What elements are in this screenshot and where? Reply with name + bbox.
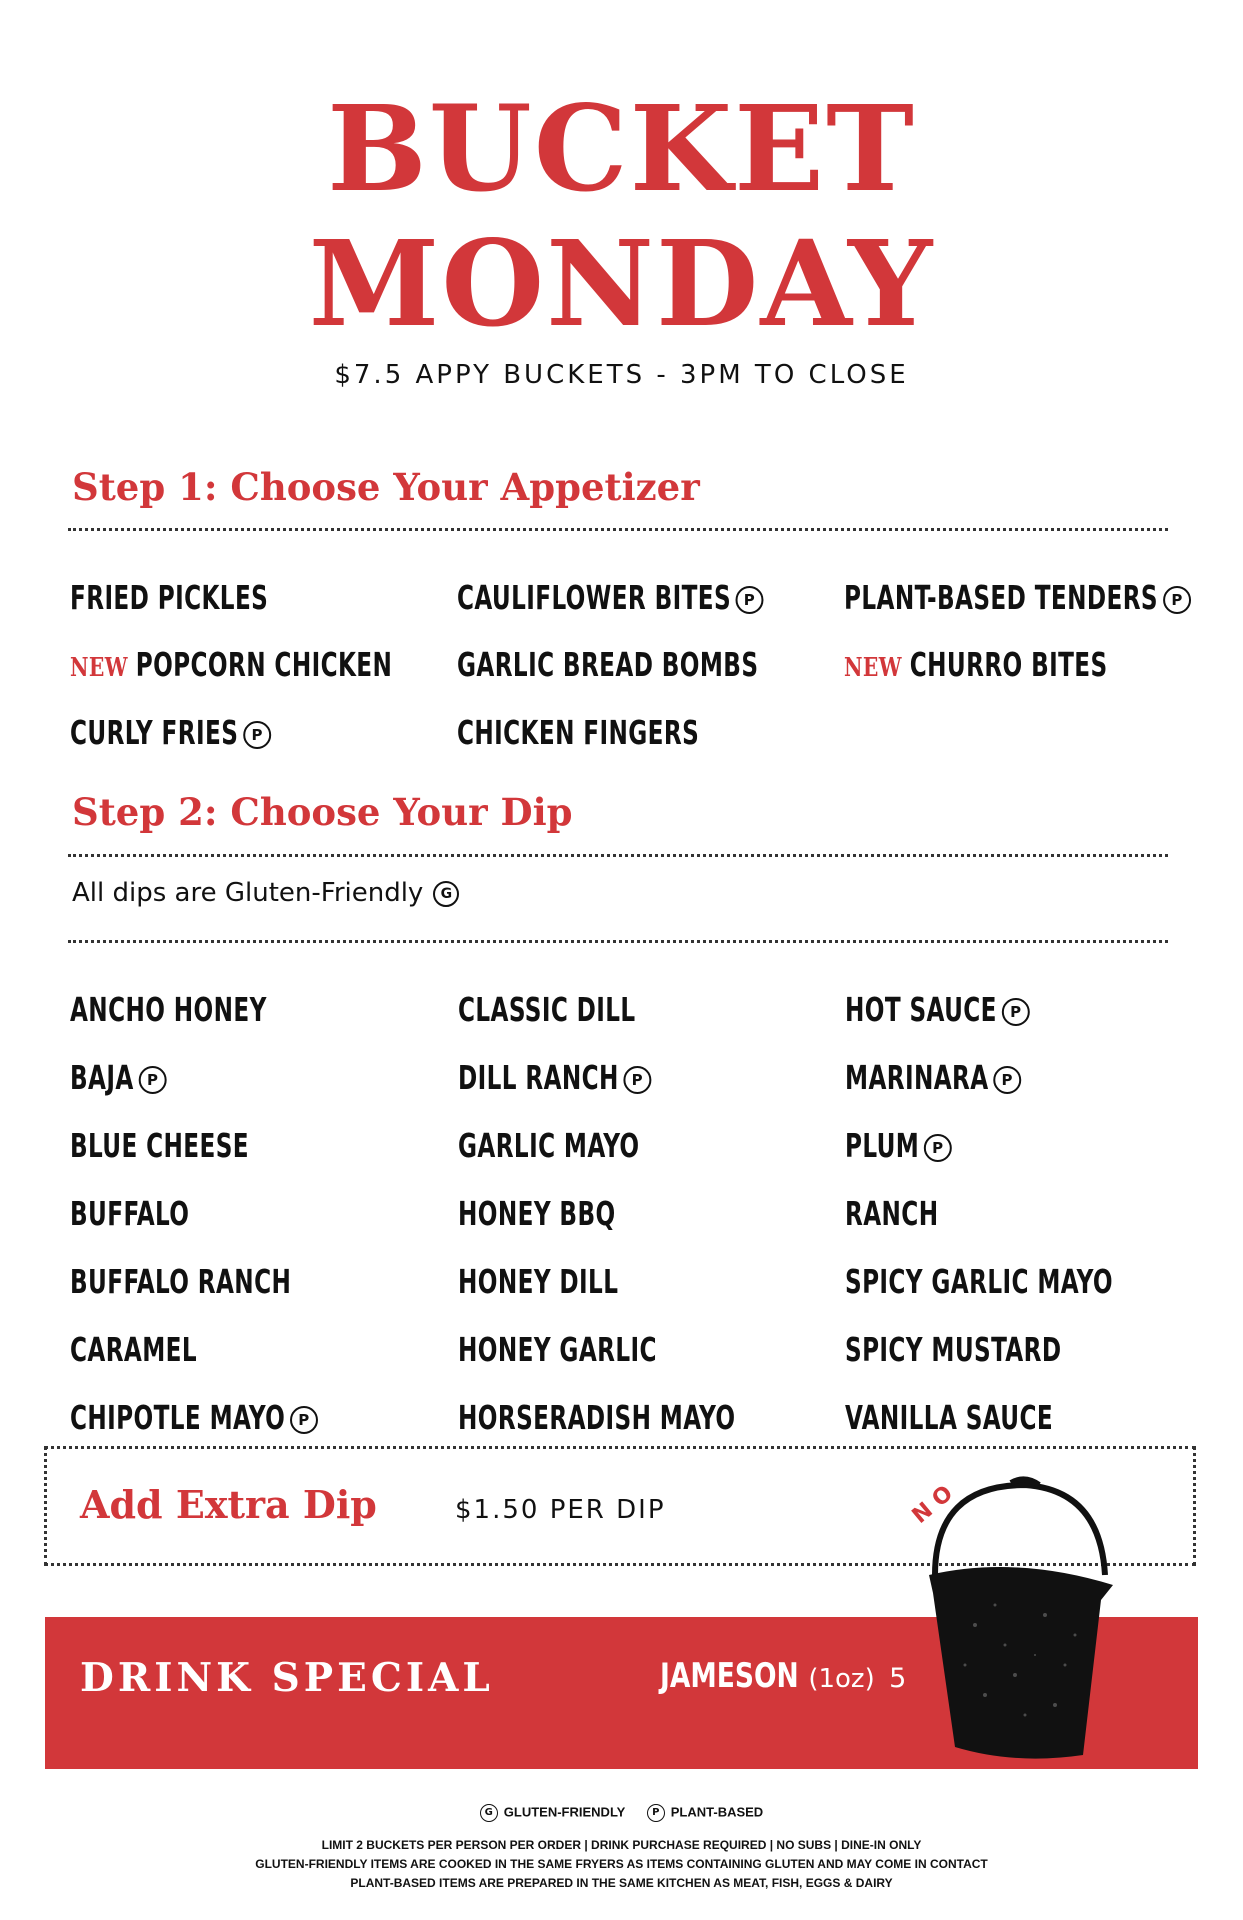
drink-name: JAMESON xyxy=(660,1656,799,1696)
title-bucket: BUCKET xyxy=(327,79,916,218)
appetizer-label: FRIED PICKLES xyxy=(70,578,269,617)
new-badge: NEW xyxy=(70,653,128,683)
dip-item xyxy=(845,1330,1061,1369)
dip-label: ANCHO HONEY xyxy=(70,990,267,1029)
plant-based-icon: P xyxy=(1163,586,1191,614)
dip-label: HORSERADISH MAYO xyxy=(458,1398,736,1437)
appetizer-label: CAULIFLOWER BITES xyxy=(457,578,732,617)
dip-label: PLUM xyxy=(845,1126,920,1165)
plant-based-icon: P xyxy=(624,1066,652,1094)
plant-based-icon: P xyxy=(736,586,764,614)
drink-special-item xyxy=(660,1656,906,1696)
dip-label: BLUE CHEESE xyxy=(70,1126,249,1165)
new-badge: NEW xyxy=(844,653,902,683)
plant-based-icon: P xyxy=(1002,998,1030,1026)
legend-gluten-label: GLUTEN-FRIENDLY xyxy=(503,1804,626,1820)
dip-item xyxy=(70,1398,315,1437)
appetizer-label: CHURRO BITES xyxy=(909,645,1108,684)
dip-item xyxy=(458,1058,648,1097)
appetizer-label: CURLY FRIES xyxy=(70,713,239,752)
dip-item xyxy=(70,1194,189,1233)
dip-label: BUFFALO RANCH xyxy=(70,1262,292,1301)
dip-label: HONEY DILL xyxy=(458,1262,619,1301)
divider xyxy=(68,528,1168,531)
dip-item xyxy=(70,990,267,1029)
dip-item xyxy=(845,1126,949,1165)
dip-label: HONEY BBQ xyxy=(458,1194,616,1233)
fine-print-line: LIMIT 2 BUCKETS PER PERSON PER ORDER | DRINK PURCHASE REQUIRED | NO SUBS | DINE-IN ONLY xyxy=(321,1838,922,1852)
appetizer-item xyxy=(844,645,1108,684)
dip-label: CHIPOTLE MAYO xyxy=(70,1398,286,1437)
bucket-logo-text: N O xyxy=(907,1480,958,1529)
divider xyxy=(68,940,1168,943)
dip-label: VANILLA SAUCE xyxy=(845,1398,1054,1437)
step1-heading: Step 1: Choose Your Appetizer xyxy=(72,465,700,509)
dip-label: MARINARA xyxy=(845,1058,989,1097)
drink-price: 5 xyxy=(889,1663,907,1694)
appetizer-item xyxy=(457,645,758,684)
dip-item xyxy=(458,1330,657,1369)
step2-heading: Step 2: Choose Your Dip xyxy=(72,790,573,834)
legend xyxy=(0,1804,1243,1822)
plant-based-icon: P xyxy=(243,721,271,749)
appetizer-label: PLANT-BASED TENDERS xyxy=(844,578,1158,617)
dip-item xyxy=(70,1058,163,1097)
title-monday: MONDAY xyxy=(308,214,935,353)
dip-label: BAJA xyxy=(70,1058,134,1097)
dip-item xyxy=(845,1194,938,1233)
dip-label: BUFFALO xyxy=(70,1194,190,1233)
appetizer-item xyxy=(70,645,392,684)
dip-item xyxy=(458,1262,618,1301)
dip-label: HONEY GARLIC xyxy=(458,1330,657,1369)
dip-item xyxy=(458,1126,640,1165)
dip-label: DILL RANCH xyxy=(458,1058,619,1097)
appetizer-item xyxy=(844,578,1188,617)
fine-print-line: PLANT-BASED ITEMS ARE PREPARED IN THE SAME KITCHEN AS MEAT, FISH, EGGS & DAIRY xyxy=(350,1876,893,1890)
extra-dip-title: Add Extra Dip xyxy=(80,1482,377,1527)
appetizer-label: GARLIC BREAD BOMBS xyxy=(457,645,759,684)
dip-item xyxy=(70,1330,197,1369)
dip-label: CLASSIC DILL xyxy=(458,990,636,1029)
drink-size: (1oz) xyxy=(808,1664,875,1694)
dip-item xyxy=(845,1398,1053,1437)
plant-based-icon: P xyxy=(290,1406,318,1434)
dip-label: SPICY MUSTARD xyxy=(845,1330,1062,1369)
dip-item xyxy=(458,1398,735,1437)
dip-note-text: All dips are Gluten-Friendly xyxy=(72,878,424,908)
promo-subtitle: $7.5 APPY BUCKETS - 3PM TO CLOSE xyxy=(334,360,909,390)
dip-item xyxy=(70,1126,249,1165)
plant-based-icon: P xyxy=(647,1804,665,1822)
dip-label: HOT SAUCE xyxy=(845,990,997,1029)
dip-item xyxy=(458,990,636,1029)
plant-based-icon: P xyxy=(993,1066,1021,1094)
dip-item xyxy=(845,990,1026,1029)
gluten-friendly-icon: G xyxy=(433,881,459,907)
dip-item xyxy=(845,1058,1018,1097)
extra-dip-price: $1.50 PER DIP xyxy=(455,1495,666,1525)
plant-based-icon: P xyxy=(924,1134,952,1162)
bucket-icon xyxy=(907,1465,1125,1765)
appetizer-item xyxy=(70,578,268,617)
dip-note xyxy=(72,878,459,908)
dip-item xyxy=(458,1194,616,1233)
legend-plant-label: PLANT-BASED xyxy=(670,1804,764,1820)
plant-based-icon: P xyxy=(138,1066,166,1094)
dip-label: SPICY GARLIC MAYO xyxy=(845,1262,1113,1301)
appetizer-item xyxy=(457,578,761,617)
fine-print-line: GLUTEN-FRIENDLY ITEMS ARE COOKED IN THE SAME FRYERS AS ITEMS CONTAINING GLUTEN AND MAY COME IN CONTACT xyxy=(255,1857,988,1871)
dip-item xyxy=(845,1262,1113,1301)
drink-special-title: DRINK SPECIAL xyxy=(80,1655,494,1701)
dip-item xyxy=(70,1262,291,1301)
appetizer-label: CHICKEN FINGERS xyxy=(457,713,700,752)
appetizer-item xyxy=(70,713,268,752)
gluten-friendly-icon: G xyxy=(480,1804,498,1822)
dip-label: RANCH xyxy=(845,1194,939,1233)
dip-label: GARLIC MAYO xyxy=(458,1126,640,1165)
dip-label: CARAMEL xyxy=(70,1330,198,1369)
appetizer-label: POPCORN CHICKEN xyxy=(135,645,393,684)
divider xyxy=(68,854,1168,857)
appetizer-item xyxy=(457,713,699,752)
